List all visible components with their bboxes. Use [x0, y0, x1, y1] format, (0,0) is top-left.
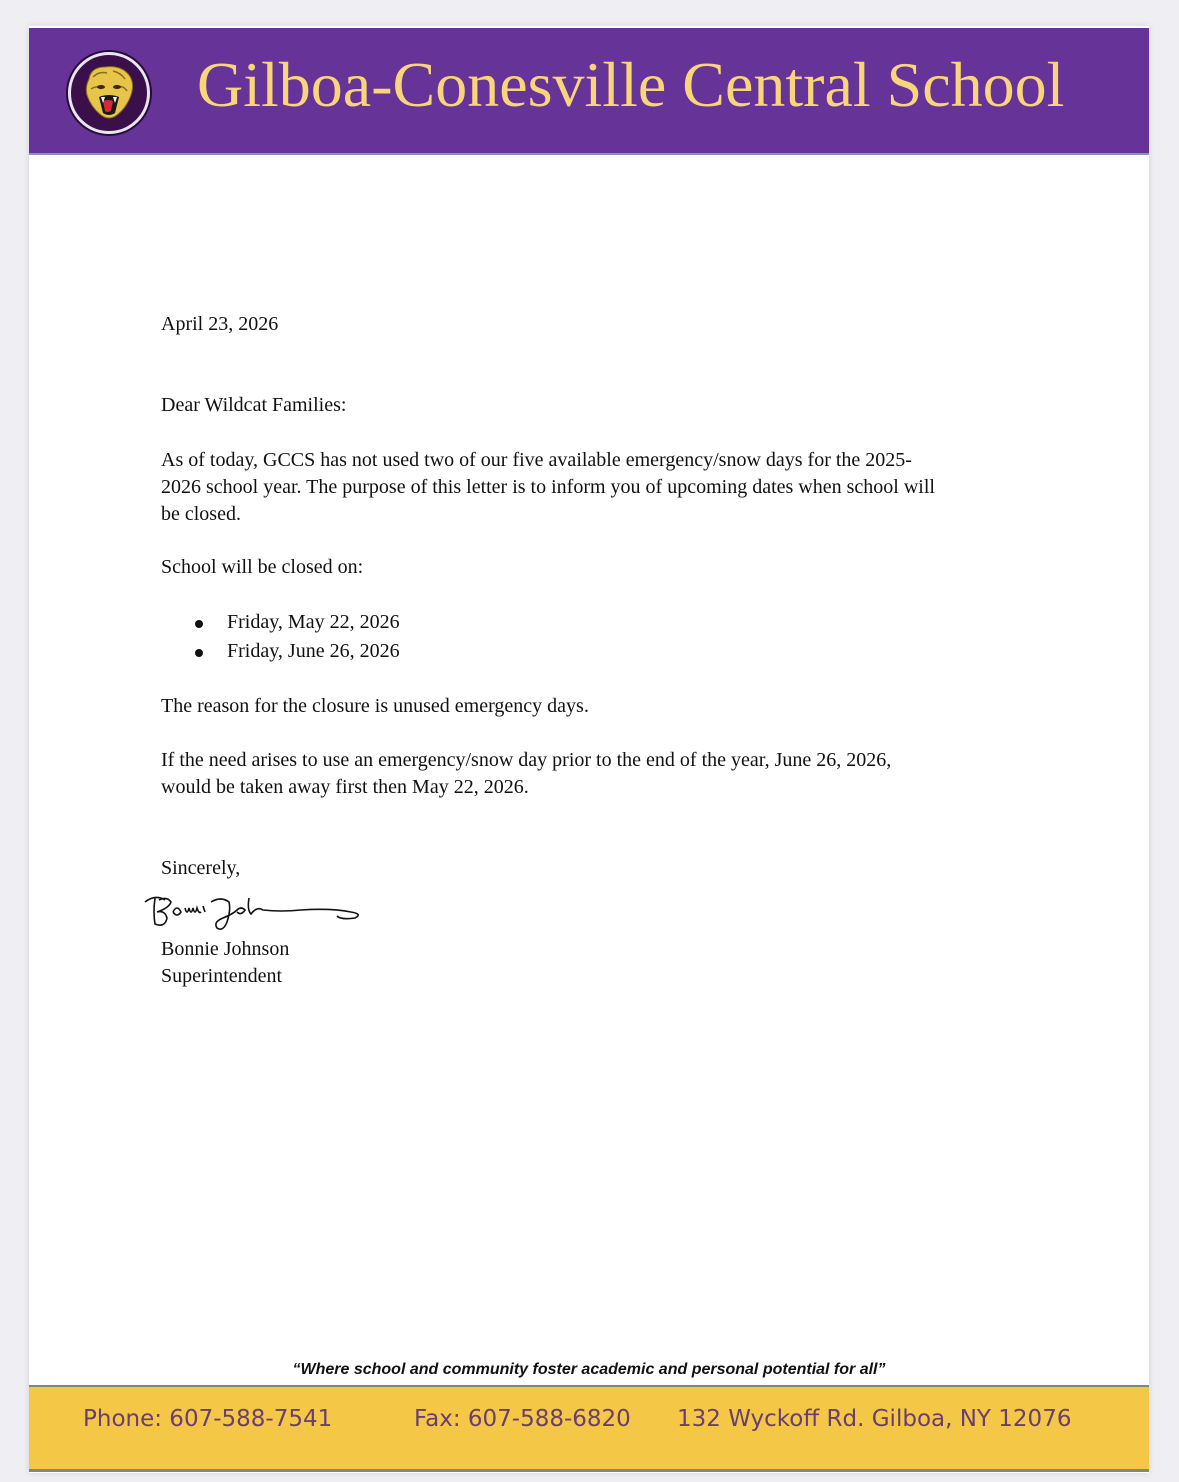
paragraph-line: be closed.: [161, 503, 241, 525]
signer-title: Superintendent: [161, 965, 283, 987]
closure-reason: The reason for the closure is unused emergency days.: [161, 695, 589, 717]
signer-name: Bonnie Johnson: [161, 938, 290, 960]
school-motto: “Where school and community foster academic and personal potential for all”: [292, 1361, 886, 1378]
letter-page: [29, 26, 1149, 1473]
letter-date: April 23, 2026: [161, 313, 279, 335]
closing: Sincerely,: [161, 857, 241, 879]
salutation: Dear Wildcat Families:: [161, 394, 347, 416]
fax-number: Fax: 607-588-6820: [414, 1406, 631, 1432]
closed-date: Friday, May 22, 2026: [227, 611, 400, 633]
paragraph-line: As of today, GCCS has not used two of our five available emergency/snow days for the 2025-: [161, 449, 912, 471]
contact-footer: [29, 1385, 1149, 1472]
school-name: Gilboa-Conesville Central School: [197, 49, 1065, 120]
closed-intro: School will be closed on:: [161, 556, 364, 578]
mailing-address: 132 Wyckoff Rd. Gilboa, NY 12076: [677, 1406, 1072, 1432]
paragraph-line: 2026 school year. The purpose of this letter is to inform you of upcoming dates when school will: [161, 476, 935, 498]
paragraph-intro: [161, 447, 935, 528]
handwritten-signature: [141, 888, 371, 936]
letterhead-banner: [29, 28, 1149, 155]
bullet-icon: [195, 620, 203, 628]
closed-date: Friday, June 26, 2026: [227, 640, 400, 662]
paragraph-line: If the need arises to use an emergency/snow day prior to the end of the year, June 26, 2026,: [161, 749, 892, 771]
paragraph-contingency: [161, 747, 891, 801]
phone-number: Phone: 607-588-7541: [83, 1406, 333, 1432]
wildcat-mascot-icon: [68, 52, 150, 134]
bullet-icon: [195, 649, 203, 657]
paragraph-line: would be taken away first then May 22, 2026.: [161, 776, 529, 798]
